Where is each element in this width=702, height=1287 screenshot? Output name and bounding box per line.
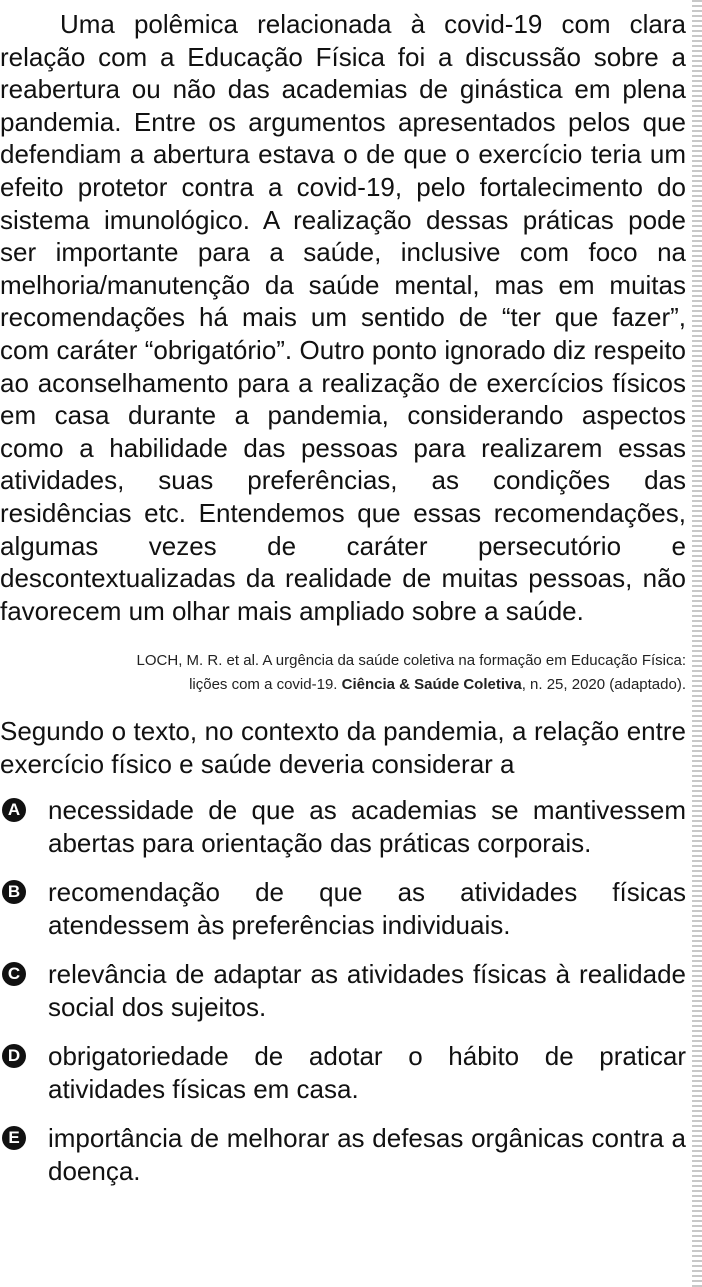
citation-line2-pre: lições com a covid-19. — [189, 676, 338, 694]
margin-watermark-strip — [692, 0, 702, 1287]
citation — [0, 649, 686, 697]
answer-options — [0, 794, 686, 1187]
option-e[interactable] — [0, 1122, 686, 1187]
citation-line2-post: , n. 25, 2020 (adaptado). — [521, 676, 686, 694]
option-a-text: necessidade de que as academias se mantivessem abertas para orientação das práticas corporais. — [48, 795, 686, 859]
option-c-text: relevância de adaptar as atividades físicas à realidade social dos sujeitos. — [48, 959, 686, 1022]
option-d[interactable] — [0, 1040, 686, 1105]
option-a[interactable] — [0, 794, 686, 859]
option-b-text: recomendação de que as atividades físicas atendessem às preferências individuais. — [48, 877, 686, 940]
citation-line1: LOCH, M. R. et al. A urgência da saúde coletiva na formação em Educação Física: — [136, 652, 686, 670]
question-stem: Segundo o texto, no contexto da pandemia, a relação entre exercício físico e saúde deveria considerar a — [0, 716, 686, 779]
option-c-letter-badge: C — [2, 962, 26, 986]
option-b-letter-badge: B — [2, 880, 26, 904]
option-e-text: importância de melhorar as defesas orgânicas contra a doença. — [48, 1122, 686, 1186]
option-d-letter-badge: D — [2, 1044, 26, 1068]
option-e-letter-badge: E — [2, 1126, 26, 1150]
option-d-text: obrigatoriedade de adotar o hábito de praticar atividades físicas em casa. — [48, 1041, 686, 1104]
option-b[interactable] — [0, 876, 686, 941]
citation-journal: Ciência & Saúde Coletiva — [341, 676, 522, 694]
option-c[interactable] — [0, 958, 686, 1023]
option-a-letter-badge: A — [2, 798, 26, 822]
passage-text: Uma polêmica relacionada à covid-19 com clara relação com a Educação Física foi a discussão sobre a reabertura ou não das academias de ginástica em plena pandemia. Entre os argumentos apresentados pelos que defendiam a abertura estava o de que o exercício teria um efeito protetor contra a covid-19, pelo fortalecimento do sistema imunológico. A realização dessas práticas pode ser importante para a saúde, inclusive com foco na melhoria/manutenção da saúde mental, mas em muitas recomendações há mais um sentido de “ter que fazer”, com caráter “obrigatório”. Outro ponto ignorado diz respeito ao aconselhamento para a realização de exercícios físicos em casa durante a pandemia, considerando aspectos como a habilidade das pessoas para realizarem essas atividades, suas preferências, as condições das residências etc. Entendemos que essas recomendações, algumas vezes de caráter persecutório e descontextualizadas da realidade de muitas pessoas, não favorecem um olhar mais ampliado sobre a saúde. — [0, 9, 686, 626]
